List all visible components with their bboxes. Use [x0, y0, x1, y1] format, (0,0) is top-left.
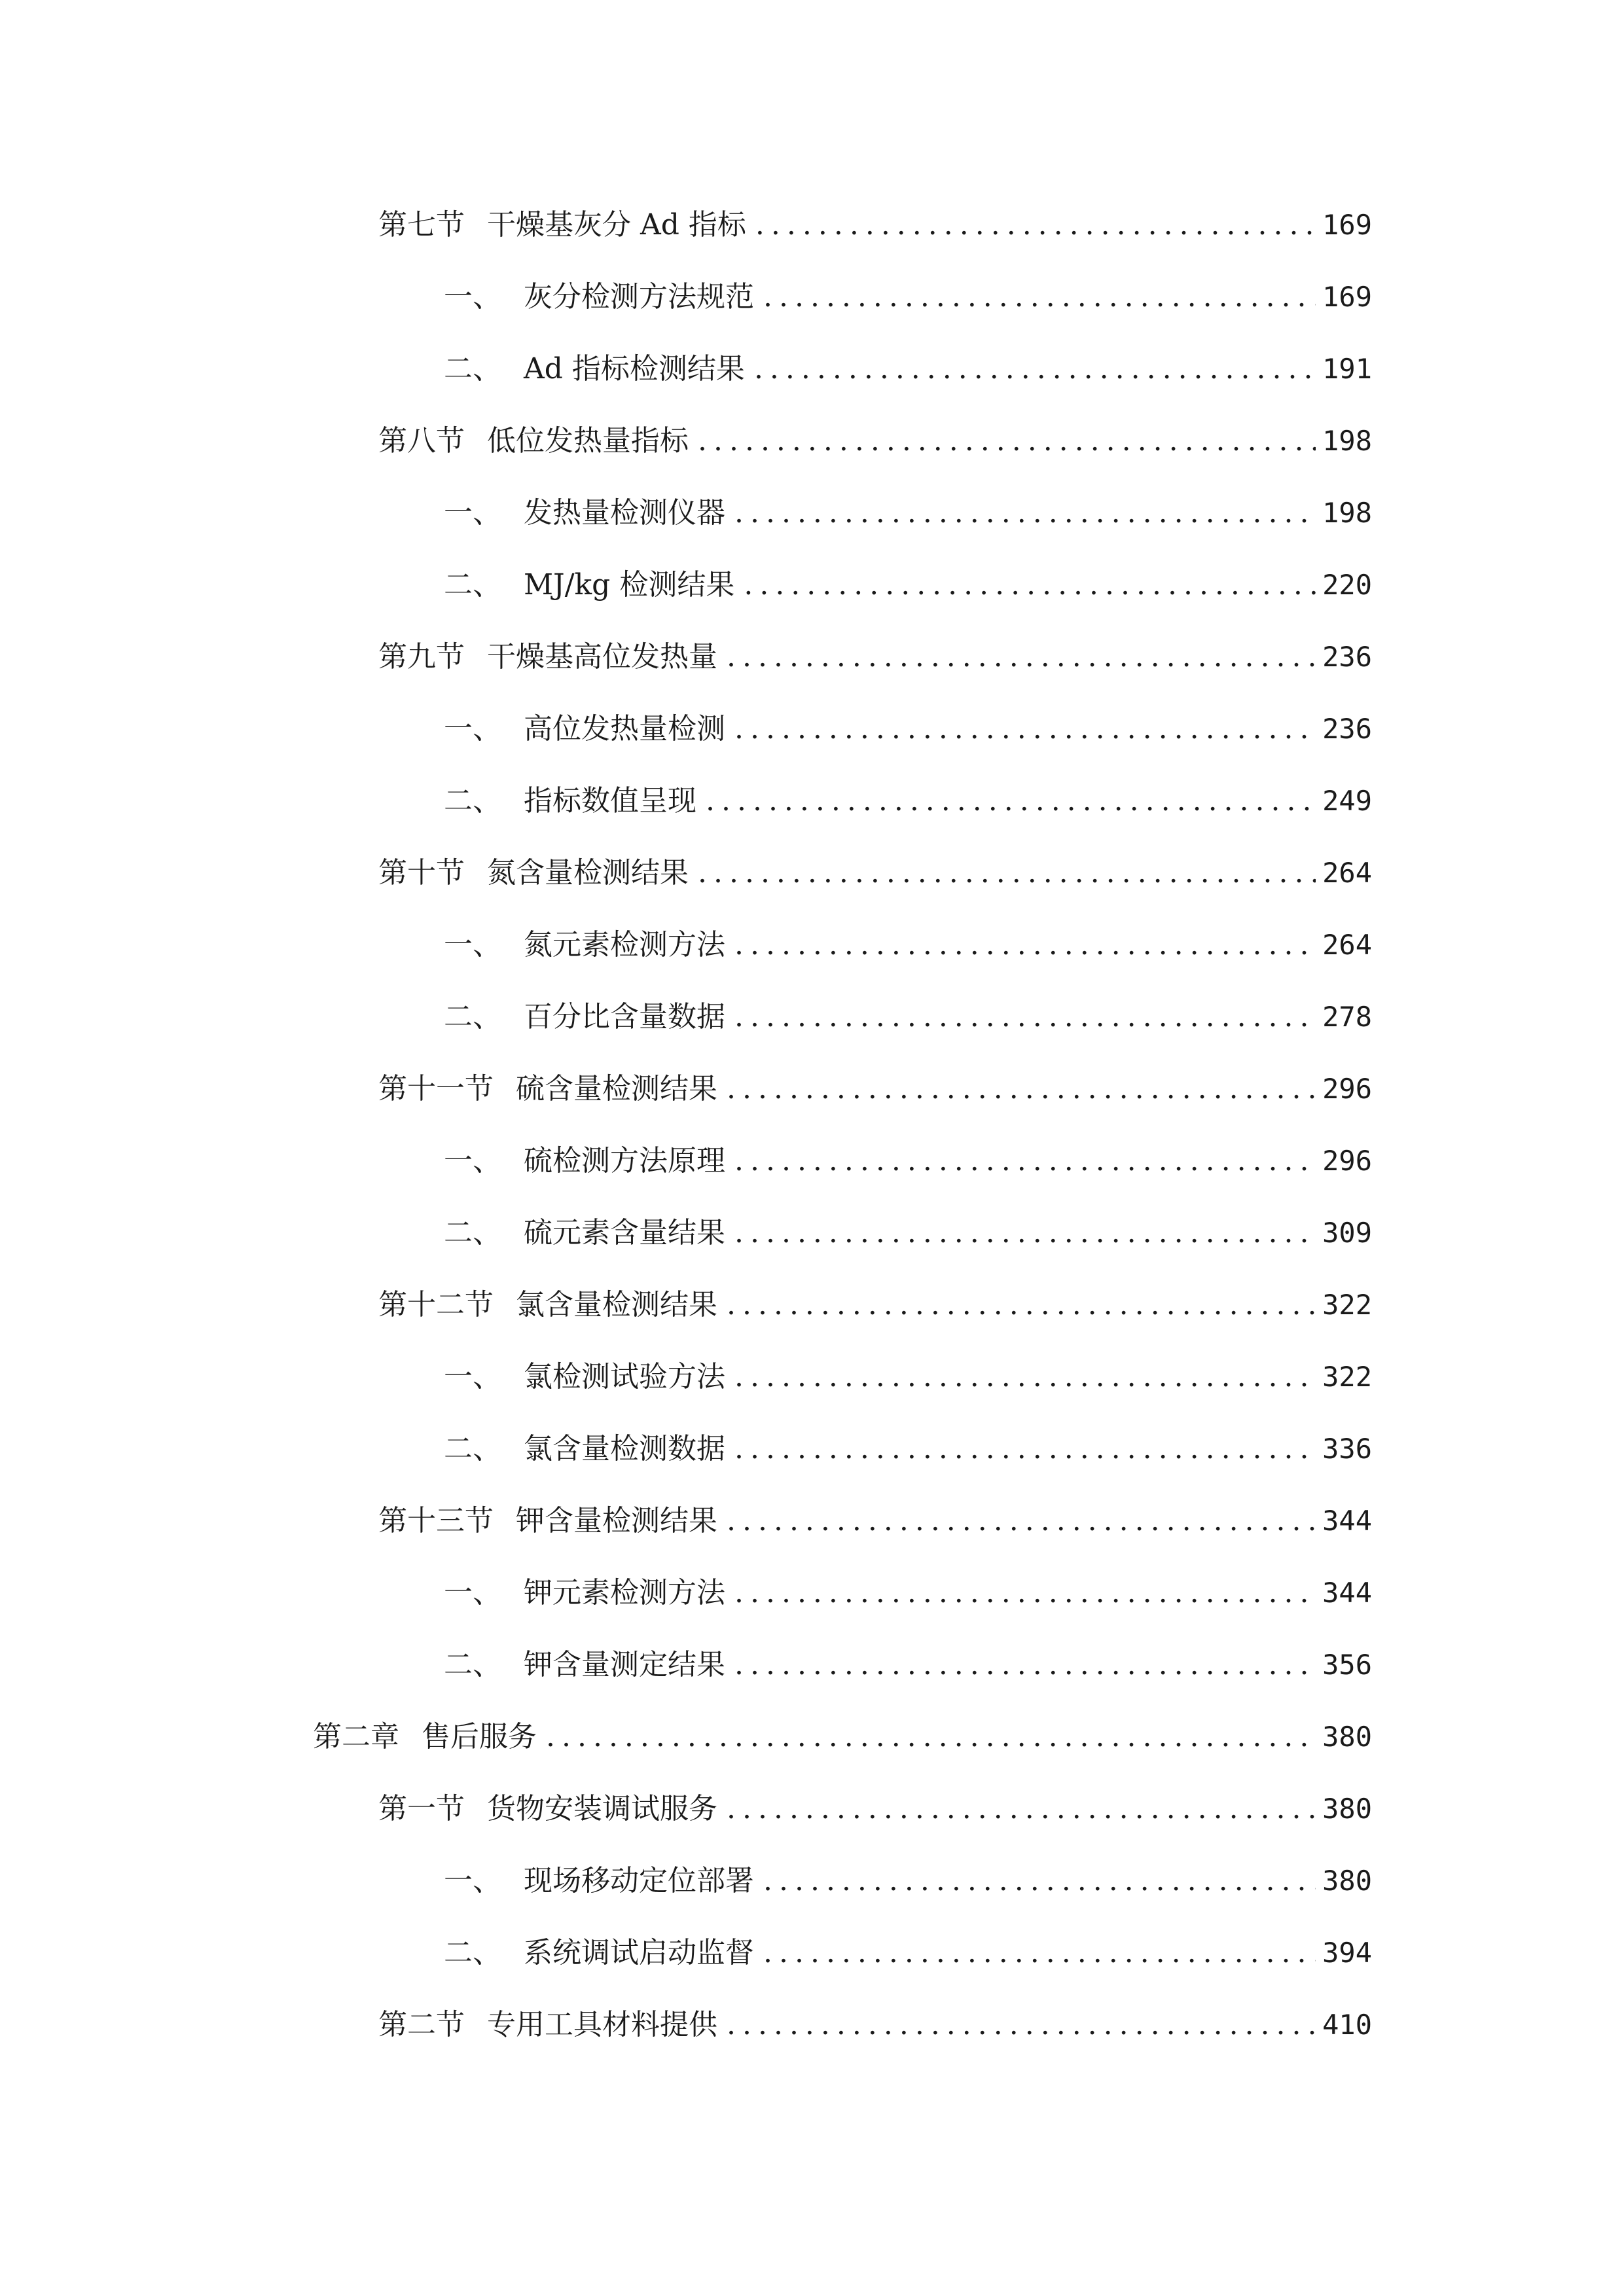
toc-entry-title: Ad 指标检测结果 [524, 352, 745, 386]
toc-entry-marker: 第十三节 [378, 1504, 494, 1537]
toc-entry-page: 249 [1322, 785, 1372, 817]
toc-entry-title: 氯检测试验方法 [524, 1360, 725, 1393]
toc-entry-marker: 一、 [444, 1360, 501, 1393]
toc-leader-dots [727, 1501, 1316, 1541]
toc-entry-subsection[interactable] [444, 1560, 1372, 1613]
toc-entry-page: 169 [1322, 209, 1372, 241]
toc-entry-page: 322 [1322, 1361, 1372, 1393]
toc-entry-title: 专用工具材料提供 [487, 2008, 717, 2041]
toc-entry-subsection[interactable] [444, 1632, 1372, 1685]
toc-entry-marker: 第七节 [378, 208, 465, 242]
toc-leader-dots [763, 278, 1316, 317]
toc-entry-title: 系统调试启动监督 [524, 1936, 754, 1969]
toc-entry-title: 指标数值呈现 [524, 784, 696, 817]
toc-entry-page: 191 [1322, 353, 1372, 385]
toc-entry-subsection[interactable] [444, 1200, 1372, 1253]
toc-entry-marker: 二、 [444, 1648, 501, 1681]
toc-leader-dots [734, 1645, 1316, 1685]
toc-entry-title: 氮元素检测方法 [524, 928, 725, 961]
toc-entry-marker: 第八节 [378, 424, 465, 457]
toc-entry-subsection[interactable] [444, 1848, 1372, 1901]
toc-entry-title: 氮含量检测结果 [487, 856, 689, 889]
toc-entry-title: 现场移动定位部署 [524, 1864, 754, 1897]
toc-entry-title: 货物安装调试服务 [487, 1792, 717, 1825]
toc-entry-title: 氯含量检测数据 [524, 1432, 725, 1465]
toc-leader-dots [727, 637, 1316, 677]
toc-entry-marker: 二、 [444, 1216, 501, 1249]
toc-leader-dots [727, 1789, 1316, 1829]
toc-entry-subsection[interactable] [444, 1128, 1372, 1181]
toc-entry-title: 钾元素检测方法 [524, 1576, 725, 1609]
toc-entry-marker: 一、 [444, 280, 501, 314]
toc-entry-section[interactable] [378, 1056, 1372, 1109]
toc-entry-section[interactable] [378, 1272, 1372, 1325]
toc-entry-section[interactable] [378, 408, 1372, 461]
toc-entry-page: 309 [1322, 1217, 1372, 1249]
toc-entry-page: 380 [1322, 1793, 1372, 1825]
toc-entry-page: 344 [1322, 1505, 1372, 1537]
toc-entry-page: 336 [1322, 1433, 1372, 1465]
toc-entry-page: 198 [1322, 497, 1372, 529]
toc-entry-page: 296 [1322, 1073, 1372, 1105]
toc-entry-title: 干燥基灰分 Ad 指标 [487, 208, 746, 242]
toc-entry-marker: 第二节 [378, 2008, 465, 2041]
toc-entry-section[interactable] [378, 1992, 1372, 2045]
toc-leader-dots [546, 1717, 1316, 1757]
toc-entry-marker: 一、 [444, 1864, 501, 1897]
toc-leader-dots [734, 925, 1316, 965]
toc-entry-subsection[interactable] [444, 1344, 1372, 1397]
toc-leader-dots [698, 422, 1316, 461]
toc-entry-page: 169 [1322, 281, 1372, 313]
toc-entry-page: 380 [1322, 1865, 1372, 1897]
toc-entry-subsection[interactable] [444, 1416, 1372, 1469]
toc-entry-subsection[interactable] [444, 264, 1372, 317]
toc-leader-dots [763, 1933, 1316, 1973]
toc-entry-section[interactable] [378, 624, 1372, 677]
toc-entry-marker: 第二章 [313, 1720, 399, 1753]
toc-entry-section[interactable] [378, 1488, 1372, 1541]
toc-entry-page: 394 [1322, 1937, 1372, 1969]
toc-entry-title: 硫元素含量结果 [524, 1216, 725, 1249]
toc-leader-dots [734, 1141, 1316, 1181]
toc-leader-dots [734, 1213, 1316, 1253]
toc-entry-page: 220 [1322, 569, 1372, 601]
toc-entry-marker: 二、 [444, 1000, 501, 1033]
toc-leader-dots [763, 1861, 1316, 1901]
toc-entry-page: 296 [1322, 1145, 1372, 1177]
toc-entry-marker: 二、 [444, 1432, 501, 1465]
toc-entry-marker: 第十二节 [378, 1288, 494, 1321]
toc-entry-marker: 二、 [444, 352, 501, 386]
toc-entry-page: 264 [1322, 929, 1372, 961]
toc-entry-title: 硫检测方法原理 [524, 1144, 725, 1177]
toc-entry-subsection[interactable] [444, 480, 1372, 533]
toc-entry-title: 硫含量检测结果 [516, 1072, 717, 1105]
toc-entry-subsection[interactable] [444, 768, 1372, 821]
toc-entry-title: 钾含量检测结果 [516, 1504, 717, 1537]
toc-entry-title: MJ/kg 检测结果 [524, 568, 735, 601]
toc-leader-dots [698, 853, 1316, 893]
toc-leader-dots [734, 1357, 1316, 1397]
toc-entry-marker: 一、 [444, 1576, 501, 1609]
toc-entry-subsection[interactable] [444, 1920, 1372, 1973]
toc-entry-page: 236 [1322, 641, 1372, 673]
toc-leader-dots [754, 350, 1316, 389]
toc-entry-title: 低位发热量指标 [487, 424, 689, 457]
toc-leader-dots [734, 997, 1316, 1037]
toc-entry-subsection[interactable] [444, 552, 1372, 605]
toc-entry-marker: 一、 [444, 712, 501, 745]
toc-entry-page: 380 [1322, 1721, 1372, 1753]
toc-leader-dots [734, 1573, 1316, 1613]
toc-entry-marker: 一、 [444, 1144, 501, 1177]
toc-leader-dots [727, 1285, 1316, 1325]
toc-entry-marker: 第一节 [378, 1792, 465, 1825]
toc-leader-dots [706, 781, 1316, 821]
toc-leader-dots [755, 206, 1316, 245]
toc-entry-subsection[interactable] [444, 912, 1372, 965]
toc-entry-marker: 一、 [444, 928, 501, 961]
toc-entry-page: 264 [1322, 857, 1372, 889]
toc-entry-subsection[interactable] [444, 336, 1372, 389]
toc-entry-marker: 第十节 [378, 856, 465, 889]
toc-entry-title: 百分比含量数据 [524, 1000, 725, 1033]
toc-entry-page: 410 [1322, 2009, 1372, 2041]
toc-leader-dots [734, 709, 1316, 749]
toc-leader-dots [744, 565, 1316, 605]
toc-entry-chapter[interactable] [313, 1704, 1372, 1757]
toc-entry-marker: 二、 [444, 568, 501, 601]
toc-entry-title: 高位发热量检测 [524, 712, 725, 745]
toc-leader-dots [734, 1429, 1316, 1469]
toc-entry-page: 322 [1322, 1289, 1372, 1321]
toc-entry-page: 198 [1322, 425, 1372, 457]
toc-entry-marker: 二、 [444, 784, 501, 817]
toc-entry-page: 344 [1322, 1577, 1372, 1609]
toc-entry-section[interactable] [378, 192, 1372, 245]
toc-entry-page: 356 [1322, 1649, 1372, 1681]
toc-leader-dots [734, 493, 1316, 533]
toc-entry-marker: 第九节 [378, 640, 465, 673]
toc-entry-marker: 第十一节 [378, 1072, 494, 1105]
toc-leader-dots [727, 1069, 1316, 1109]
toc-entry-title: 售后服务 [422, 1720, 537, 1753]
toc-entry-marker: 一、 [444, 496, 501, 529]
toc-entry-title: 钾含量测定结果 [524, 1648, 725, 1681]
toc-entry-marker: 二、 [444, 1936, 501, 1969]
toc-entry-subsection[interactable] [444, 696, 1372, 749]
toc-leader-dots [727, 2005, 1316, 2045]
toc-entry-section[interactable] [378, 840, 1372, 893]
toc-entry-subsection[interactable] [444, 984, 1372, 1037]
toc-entry-title: 灰分检测方法规范 [524, 280, 754, 314]
toc-entry-title: 氯含量检测结果 [516, 1288, 717, 1321]
toc-entry-page: 236 [1322, 713, 1372, 745]
toc-entry-page: 278 [1322, 1001, 1372, 1033]
toc-entry-title: 发热量检测仪器 [524, 496, 725, 529]
toc-entry-section[interactable] [378, 1776, 1372, 1829]
toc-entry-title: 干燥基高位发热量 [487, 640, 717, 673]
